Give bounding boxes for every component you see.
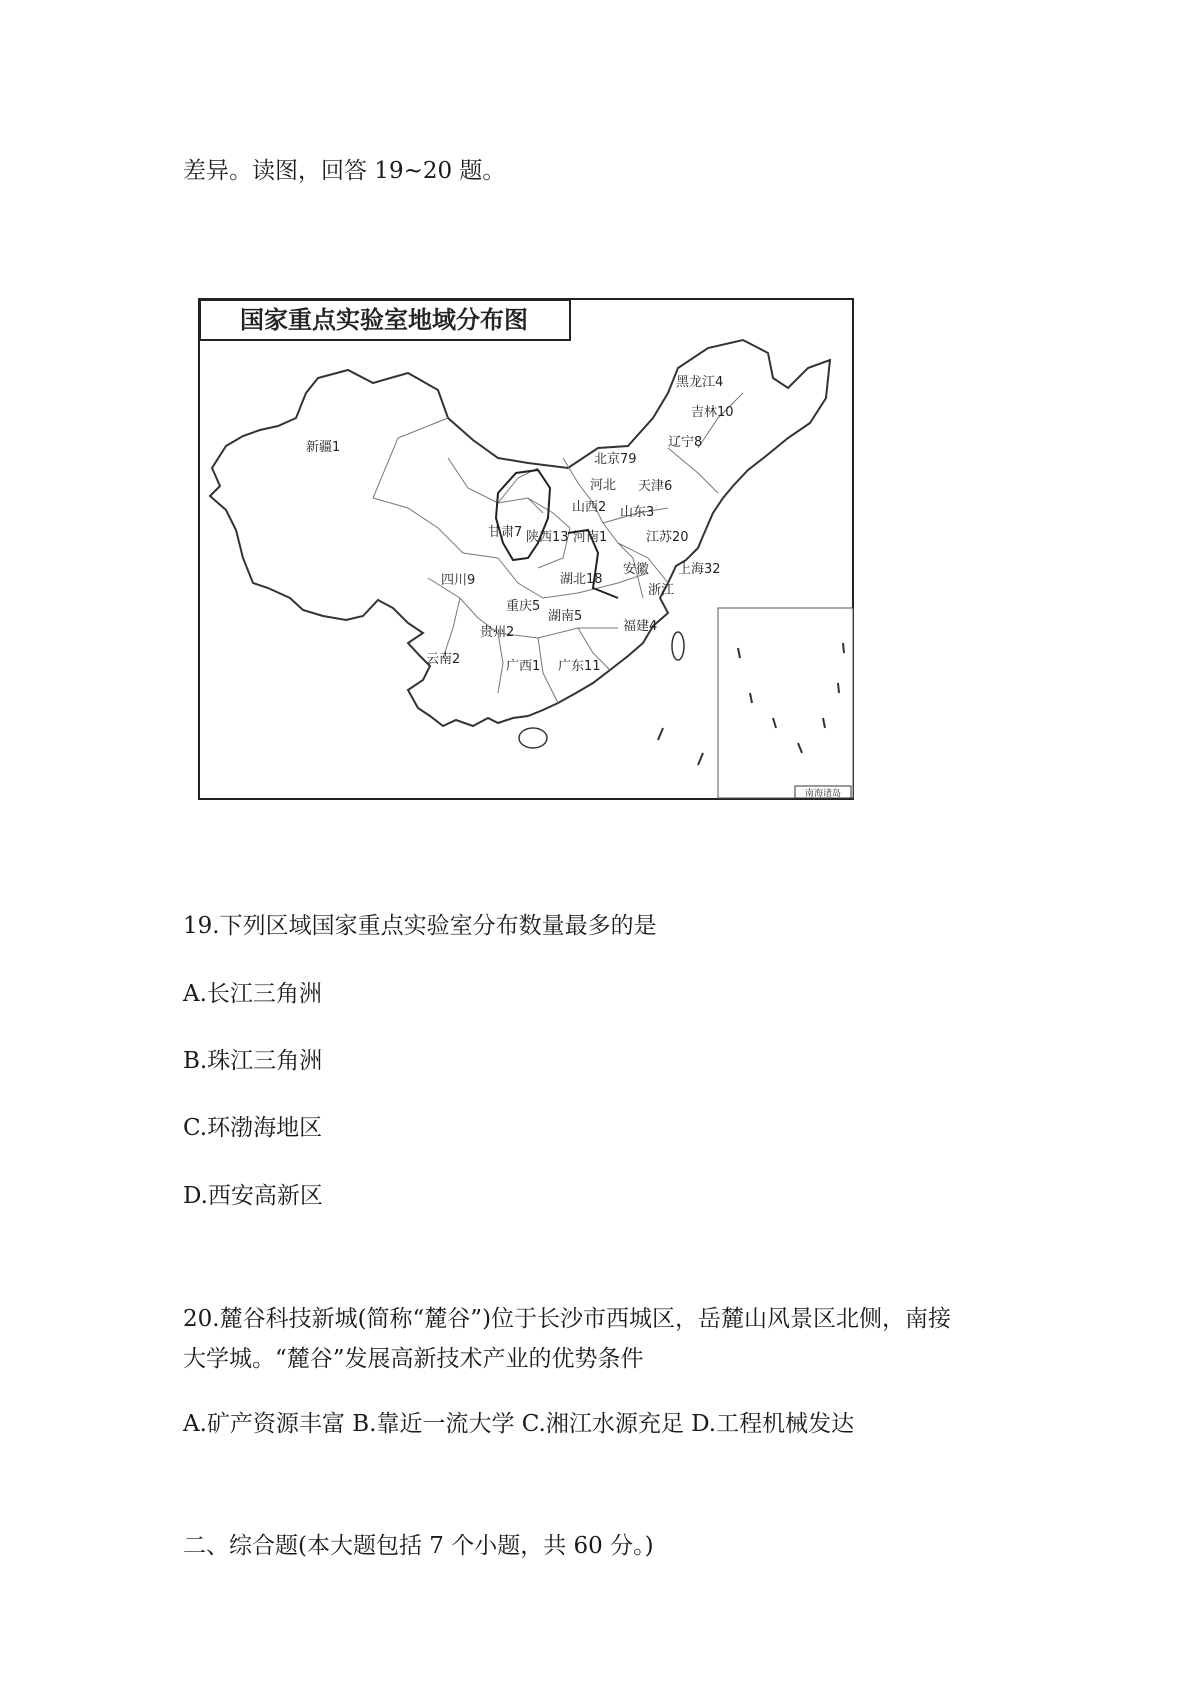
q19-option-a: A.长江三角洲 [183,981,322,1007]
label-anhui: 安徽 [623,562,650,577]
label-guangdong: 广东11 [558,659,601,674]
label-guizhou: 贵州2 [480,625,515,640]
q19-option-d: D.西安高新区 [183,1183,323,1209]
label-fujian: 福建4 [623,619,658,634]
label-hebei: 河北 [590,478,617,493]
label-shaanxi: 陕西13 [526,530,569,545]
label-shanghai: 上海32 [678,562,721,577]
label-guangxi: 广西1 [506,659,541,674]
intro-text: 差异。读图，回答 19~20 题。 [183,158,506,184]
label-tianjin: 天津6 [638,479,673,494]
label-jiangsu: 江苏20 [646,530,689,545]
inset-caption: 南海诸岛 [804,789,842,799]
label-gansu: 甘肃7 [488,525,523,540]
q20-options: A.矿产资源丰富 B.靠近一流大学 C.湘江水源充足 D.工程机械发达 [183,1411,855,1437]
q20-stem-line1: 20.麓谷科技新城(简称“麓谷”)位于长沙市西城区，岳麓山风景区北侧，南接 [183,1306,952,1332]
label-beijing: 北京79 [594,452,637,467]
label-sichuan: 四川9 [441,573,476,588]
q20-stem-line2: 大学城。“麓谷”发展高新技术产业的优势条件 [183,1346,644,1372]
label-xinjiang: 新疆1 [306,440,341,455]
label-zhejiang: 浙江 [648,583,675,598]
label-liaoning: 辽宁8 [668,435,703,450]
south-china-sea-inset [718,608,853,798]
q19-option-b: B.珠江三角洲 [183,1048,323,1074]
q19-stem: 19.下列区域国家重点实验室分布数量最多的是 [183,913,657,939]
map-title: 国家重点实验室地域分布图 [240,306,528,334]
china-lab-distribution-map [198,298,858,803]
label-shanxi: 山西2 [572,500,607,515]
label-henan: 河南1 [573,530,608,545]
label-shandong: 山东3 [620,505,655,520]
label-heilongjiang: 黑龙江4 [676,375,724,390]
q19-option-c: C.环渤海地区 [183,1115,323,1141]
section-2-heading: 二、综合题(本大题包括 7 个小题，共 60 分。) [183,1533,654,1559]
label-yunnan: 云南2 [426,652,461,667]
label-chongqing: 重庆5 [506,599,541,614]
label-hubei: 湖北18 [560,572,603,587]
map-svg [198,298,858,803]
label-hunan: 湖南5 [548,609,583,624]
label-jilin: 吉林10 [691,405,734,420]
